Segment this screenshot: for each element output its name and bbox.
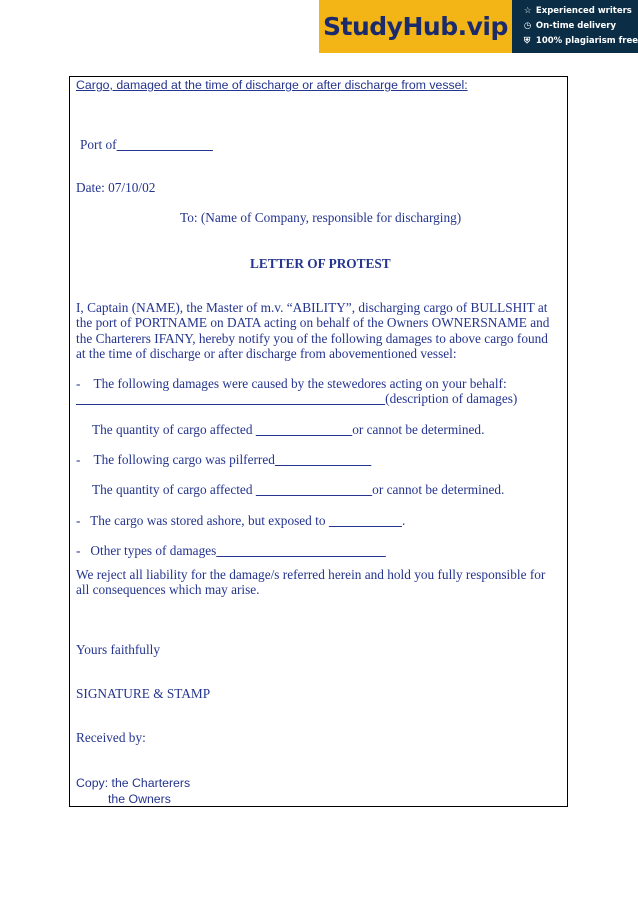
feature-text: 100% plagiarism free bbox=[535, 36, 638, 46]
clock-icon: ◷ bbox=[523, 21, 532, 31]
letter-body bbox=[76, 300, 560, 558]
shield-icon: ⛨ bbox=[523, 36, 531, 46]
brand-logo[interactable]: StudyHub.vip bbox=[319, 0, 512, 53]
quantity-label: The quantity of cargo affected bbox=[92, 421, 253, 437]
damages-description-line bbox=[76, 391, 560, 406]
recipient-line: To: (Name of Company, responsible for discharging) bbox=[180, 210, 462, 225]
date-line: Date: 07/10/02 bbox=[76, 180, 156, 195]
star-icon: ☆ bbox=[523, 6, 532, 16]
stevedores-line: - The following damages were caused by the stewedores acting on your behalf: bbox=[76, 376, 507, 392]
other-damages-line bbox=[76, 543, 560, 558]
feature-text: Experienced writers bbox=[535, 6, 632, 16]
port-label: Port of bbox=[80, 137, 117, 152]
received-by-line: Received by: bbox=[76, 730, 146, 746]
pilfered-line bbox=[76, 452, 560, 467]
stored-blank bbox=[329, 513, 402, 528]
pilfered-label: - The following cargo was pilferred bbox=[76, 452, 275, 468]
not-determined-label: or cannot be determined. bbox=[352, 421, 485, 437]
signature-line: SIGNATURE & STAMP bbox=[76, 685, 211, 701]
quantity-line-1 bbox=[76, 422, 560, 437]
other-damages-blank bbox=[216, 543, 386, 558]
letter-title: LETTER OF PROTEST bbox=[250, 256, 391, 271]
port-line bbox=[80, 137, 213, 153]
copy-line-charterers: Copy: the Charterers bbox=[76, 776, 191, 790]
feature-text: On-time delivery bbox=[535, 21, 616, 31]
quantity-line-2 bbox=[76, 482, 560, 497]
quantity-label: The quantity of cargo affected bbox=[92, 482, 253, 498]
quantity-blank bbox=[256, 482, 372, 497]
description-label: (description of damages) bbox=[385, 391, 518, 407]
copy-line-owners: the Owners bbox=[108, 792, 171, 806]
other-damages-label: - Other types of damages bbox=[76, 542, 217, 558]
intro-paragraph: I, Captain (NAME), the Master of m.v. “ABILITY”, discharging cargo of BULLSHIT at the port of PORTNAME on DATA acting on behalf of the Owners OWNERSNAME and the Charterers IFANY, hereby notify you of the following damages to above cargo found at the time of discharge or after discharge from abovementioned vessel: bbox=[76, 300, 550, 361]
advert-banner[interactable] bbox=[319, 0, 638, 53]
closing-block bbox=[76, 567, 560, 745]
port-blank bbox=[117, 137, 213, 152]
liability-paragraph: We reject all liability for the damage/s referred herein and hold you fully responsible for all consequences which may arise. bbox=[76, 567, 546, 598]
feature-item bbox=[524, 19, 638, 34]
quantity-blank bbox=[256, 422, 352, 437]
feature-list bbox=[512, 4, 638, 49]
description-blank bbox=[76, 391, 385, 406]
not-determined-label: or cannot be determined. bbox=[372, 482, 505, 498]
pilfered-blank bbox=[275, 452, 371, 467]
stored-label: - The cargo was stored ashore, but exposed to bbox=[76, 512, 326, 528]
feature-item bbox=[524, 4, 638, 19]
stored-line: - The cargo was stored ashore, but exposed to . bbox=[76, 512, 406, 528]
document-heading: Cargo, damaged at the time of discharge or after discharge from vessel: bbox=[76, 78, 468, 92]
feature-item bbox=[524, 34, 638, 49]
closing-text: Yours faithfully bbox=[76, 641, 160, 657]
